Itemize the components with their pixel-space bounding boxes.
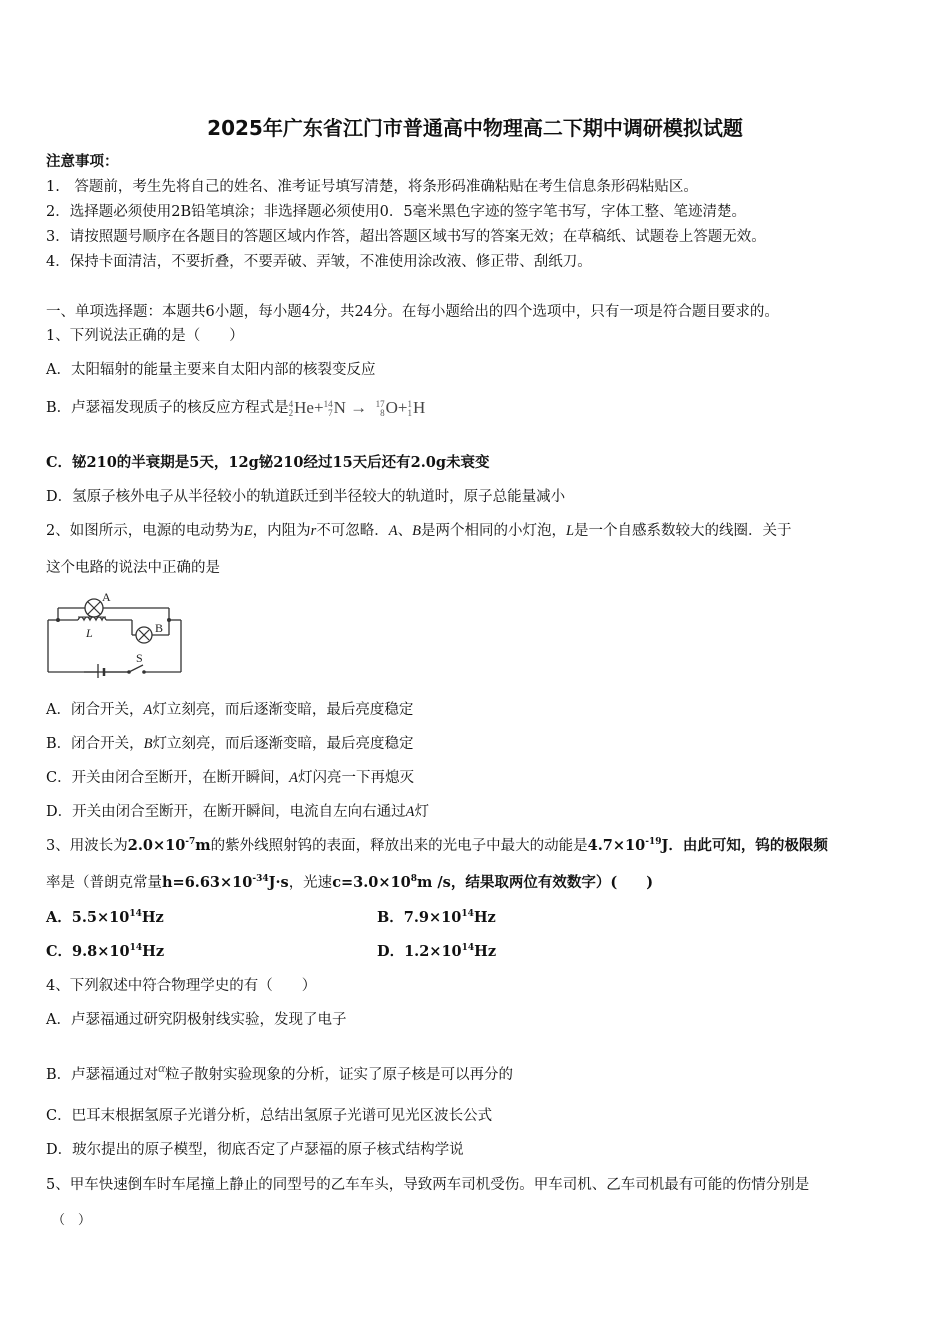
switch-icon xyxy=(127,665,146,674)
notice-heading: 注意事项： xyxy=(46,153,119,170)
question-1-option-d: D．氢原子核外电子从半径较小的轨道跃迁到半径较大的轨道时，原子总能量减小 xyxy=(46,489,566,505)
question-2-option-b: B．闭合开关，B灯立刻亮，而后逐渐变暗，最后亮度稳定 xyxy=(46,736,414,752)
option-b-text: B．卢瑟福发现质子的核反应方程式是 xyxy=(46,400,289,417)
label-b: B xyxy=(155,621,164,635)
question-3-option-d: D．$1.2\times 10^{14}Hz$ xyxy=(377,943,497,960)
circuit-diagram xyxy=(44,590,186,678)
question-3-option-c: C．$9.8\times 10^{14}Hz$ xyxy=(46,943,165,960)
label-s: S xyxy=(136,651,143,665)
question-5-paren: （ ） xyxy=(52,1213,92,1228)
question-2-option-c: C．开关由闭合至断开，在断开瞬间，A灯闪亮一下再熄灭 xyxy=(46,770,414,786)
question-5-stem: 5、甲车快速倒车时车尾撞上静止的同型号的乙车车头，导致两车司机受伤。甲车司机、乙车司机最有可能的伤情分别是 xyxy=(46,1177,810,1193)
question-1-option-c: C．铋210的半衰期是5天，12g铋210经过15天后还有2.0g未衰变 xyxy=(46,454,490,471)
question-3-option-b: B．$7.9\times 10^{14}Hz$ xyxy=(377,909,496,926)
notice-item: 4．保持卡面清洁，不要折叠，不要弄破、弄皱，不准使用涂改液、修正带、刮纸刀。 xyxy=(46,254,592,270)
question-2-option-d: D．开关由闭合至断开，在断开瞬间，电流自左向右通过A灯 xyxy=(46,804,429,820)
page-title: 2025年广东省江门市普通高中物理高二下期中调研模拟试题 xyxy=(207,116,743,140)
inductor-coil-icon xyxy=(78,617,106,620)
question-1-option-b xyxy=(46,398,425,418)
lamp-b-icon xyxy=(136,627,152,643)
question-4-option-d: D．玻尔提出的原子模型，彻底否定了卢瑟福的原子核式结构学说 xyxy=(46,1142,464,1158)
question-3-option-a: A．$5.5\times 10^{14}Hz$ xyxy=(46,909,164,926)
notice-item: 2．选择题必须使用2B铅笔填涂；非选择题必须使用0．5毫米黑色字迹的签字笔书写，字体工整、笔迹清楚。 xyxy=(46,204,747,220)
question-4-option-b: B．卢瑟福通过对α粒子散射实验现象的分析，证实了原子核是可以再分的 xyxy=(46,1060,513,1083)
notice-item: 1. 答题前，考生先将自己的姓名、准考证号填写清楚，将条形码准确粘贴在考生信息条形码粘贴区。 xyxy=(46,179,698,195)
question-3-stem-line1: 3、用波长为$2.0\times 10^{-7}m$的紫外线照射钨的表面，释放出来的光电子中最大的动能是$4.7\times 10^{-19}J$．由此可知，钨的极限频 xyxy=(46,837,828,854)
question-4-option-c: C．巴耳末根据氢原子光谱分析，总结出氢原子光谱可见光区波长公式 xyxy=(46,1108,493,1124)
section-heading: 一、单项选择题：本题共6小题，每小题4分，共24分。在每小题给出的四个选项中，只有一项是符合题目要求的。 xyxy=(46,304,779,320)
alpha-symbol: α xyxy=(158,1060,165,1075)
question-4-stem: 4、下列叙述中符合物理学史的有（ ） xyxy=(46,978,317,994)
question-2-option-a: A．闭合开关，A灯立刻亮，而后逐渐变暗，最后亮度稳定 xyxy=(46,702,414,718)
notice-item: 3．请按照题号顺序在各题目的答题区域内作答，超出答题区域书写的答案无效；在草稿纸、试题卷上答题无效。 xyxy=(46,229,766,245)
battery-icon xyxy=(98,664,104,678)
nuclear-equation: 4 2 He+ 14 7 N → 17 8 O+ 1 1 H xyxy=(288,398,426,419)
question-1-option-a: A．太阳辐射的能量主要来自太阳内部的核裂变反应 xyxy=(46,362,376,378)
question-4-option-a: A．卢瑟福通过研究阴极射线实验，发现了电子 xyxy=(46,1012,347,1028)
label-a: A xyxy=(102,590,111,604)
lamp-a-icon xyxy=(85,599,103,617)
question-3-stem-line2: 率是（普朗克常量$h=6.63\times 10^{-34}J\cdot s$，光速$c=3.0\times 10^8m$ /s，结果取两位有效数字）( ) xyxy=(46,874,654,891)
question-2-stem-line2: 这个电路的说法中正确的是 xyxy=(46,560,220,576)
label-l: L xyxy=(86,626,93,640)
question-2-stem-line1: 2、如图所示，电源的电动势为E，内阻为r不可忽略．A、B是两个相同的小灯泡，L是一个自感系数较大的线圈．关于 xyxy=(46,523,792,539)
question-1-stem: 1、下列说法正确的是（ ） xyxy=(46,328,244,344)
